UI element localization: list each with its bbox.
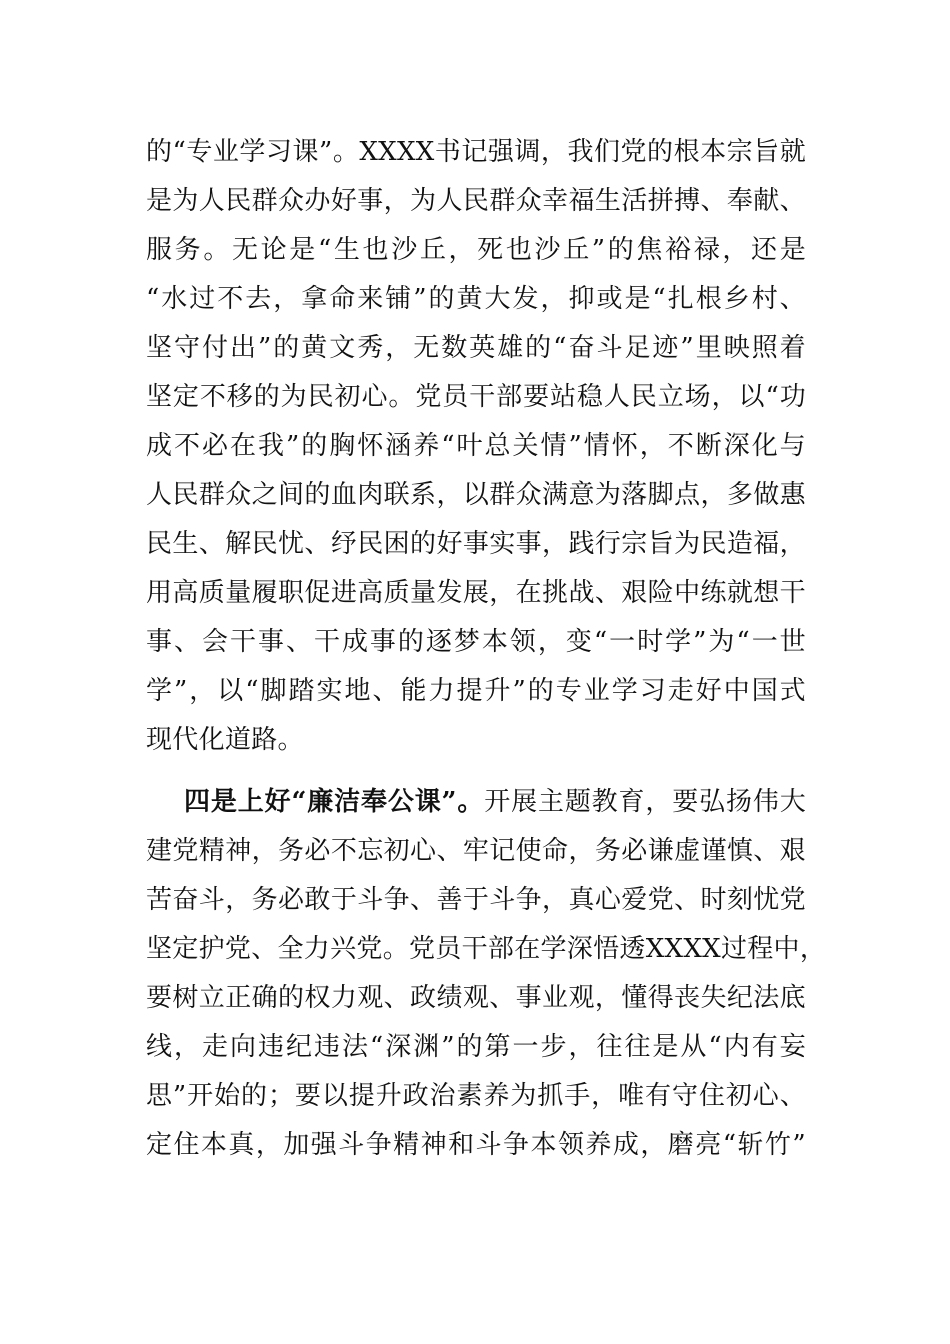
body-text	[146, 136, 827, 1176]
paragraph-2-line-5: 要树立正确的权力观、政绩观、事业观，懂得丧失纪法底	[146, 983, 806, 1013]
paragraph-1-line-13: 现代化道路。	[146, 725, 304, 755]
paragraph-2-heading: 四是上好“廉洁奉公课”。	[184, 787, 485, 817]
paragraph-2-line-6: 线，走向违纪违法“深渊”的第一步，往往是从“内有妄	[146, 1032, 806, 1062]
paragraph-1-line-12: 学”，以“脚踏实地、能力提升”的专业学习走好中国式	[146, 676, 806, 706]
paragraph-2-line-7: 思”开始的；要以提升政治素养为抓手，唯有守住初心、	[146, 1081, 806, 1111]
paragraph-1-line-1: 的“专业学习课”。XXXX书记强调，我们党的根本宗旨就	[146, 137, 806, 167]
paragraph-1-line-10: 用高质量履职促进高质量发展，在挑战、艰险中练就想干	[146, 578, 806, 608]
paragraph-2-first-line-text: 开展主题教育，要弘扬伟大	[484, 787, 806, 817]
paragraph-1-line-11: 事、会干事、干成事的逐梦本领，变“一时学”为“一世	[146, 627, 806, 657]
paragraph-2-line-4: 坚定护党、全力兴党。党员干部在学深悟透XXXX过程中，	[146, 934, 827, 964]
paragraph-2-line-8: 定住本真，加强斗争精神和斗争本领养成，磨亮“斩竹”	[146, 1130, 806, 1160]
paragraph-1-line-3: 服务。无论是“生也沙丘，死也沙丘”的焦裕禄，还是	[146, 235, 806, 265]
paragraph-1-line-6: 坚定不移的为民初心。党员干部要站稳人民立场，以“功	[146, 382, 806, 412]
paragraph-1-line-8: 人民群众之间的血肉联系，以群众满意为落脚点，多做惠	[146, 480, 806, 510]
paragraph-1-line-4: “水过不去，拿命来铺”的黄大发，抑或是“扎根乡村、	[146, 284, 806, 314]
paragraph-1-line-5: 坚守付出”的黄文秀，无数英雄的“奋斗足迹”里映照着	[146, 333, 806, 363]
paragraph-1-line-9: 民生、解民忧、纾民困的好事实事，践行宗旨为民造福，	[146, 529, 806, 559]
paragraph-1-line-7: 成不必在我”的胸怀涵养“叶总关情”情怀，不断深化与	[146, 431, 806, 461]
paragraph-2-line-2: 建党精神，务必不忘初心、牢记使命，务必谦虚谨慎、艰	[146, 836, 806, 866]
paragraph-2-line-1	[146, 786, 806, 818]
paragraph-2-line-3: 苦奋斗，务必敢于斗争、善于斗争，真心爱党、时刻忧党	[146, 885, 806, 915]
paragraph-1-line-2: 是为人民群众办好事，为人民群众幸福生活拼搏、奉献、	[146, 186, 806, 216]
